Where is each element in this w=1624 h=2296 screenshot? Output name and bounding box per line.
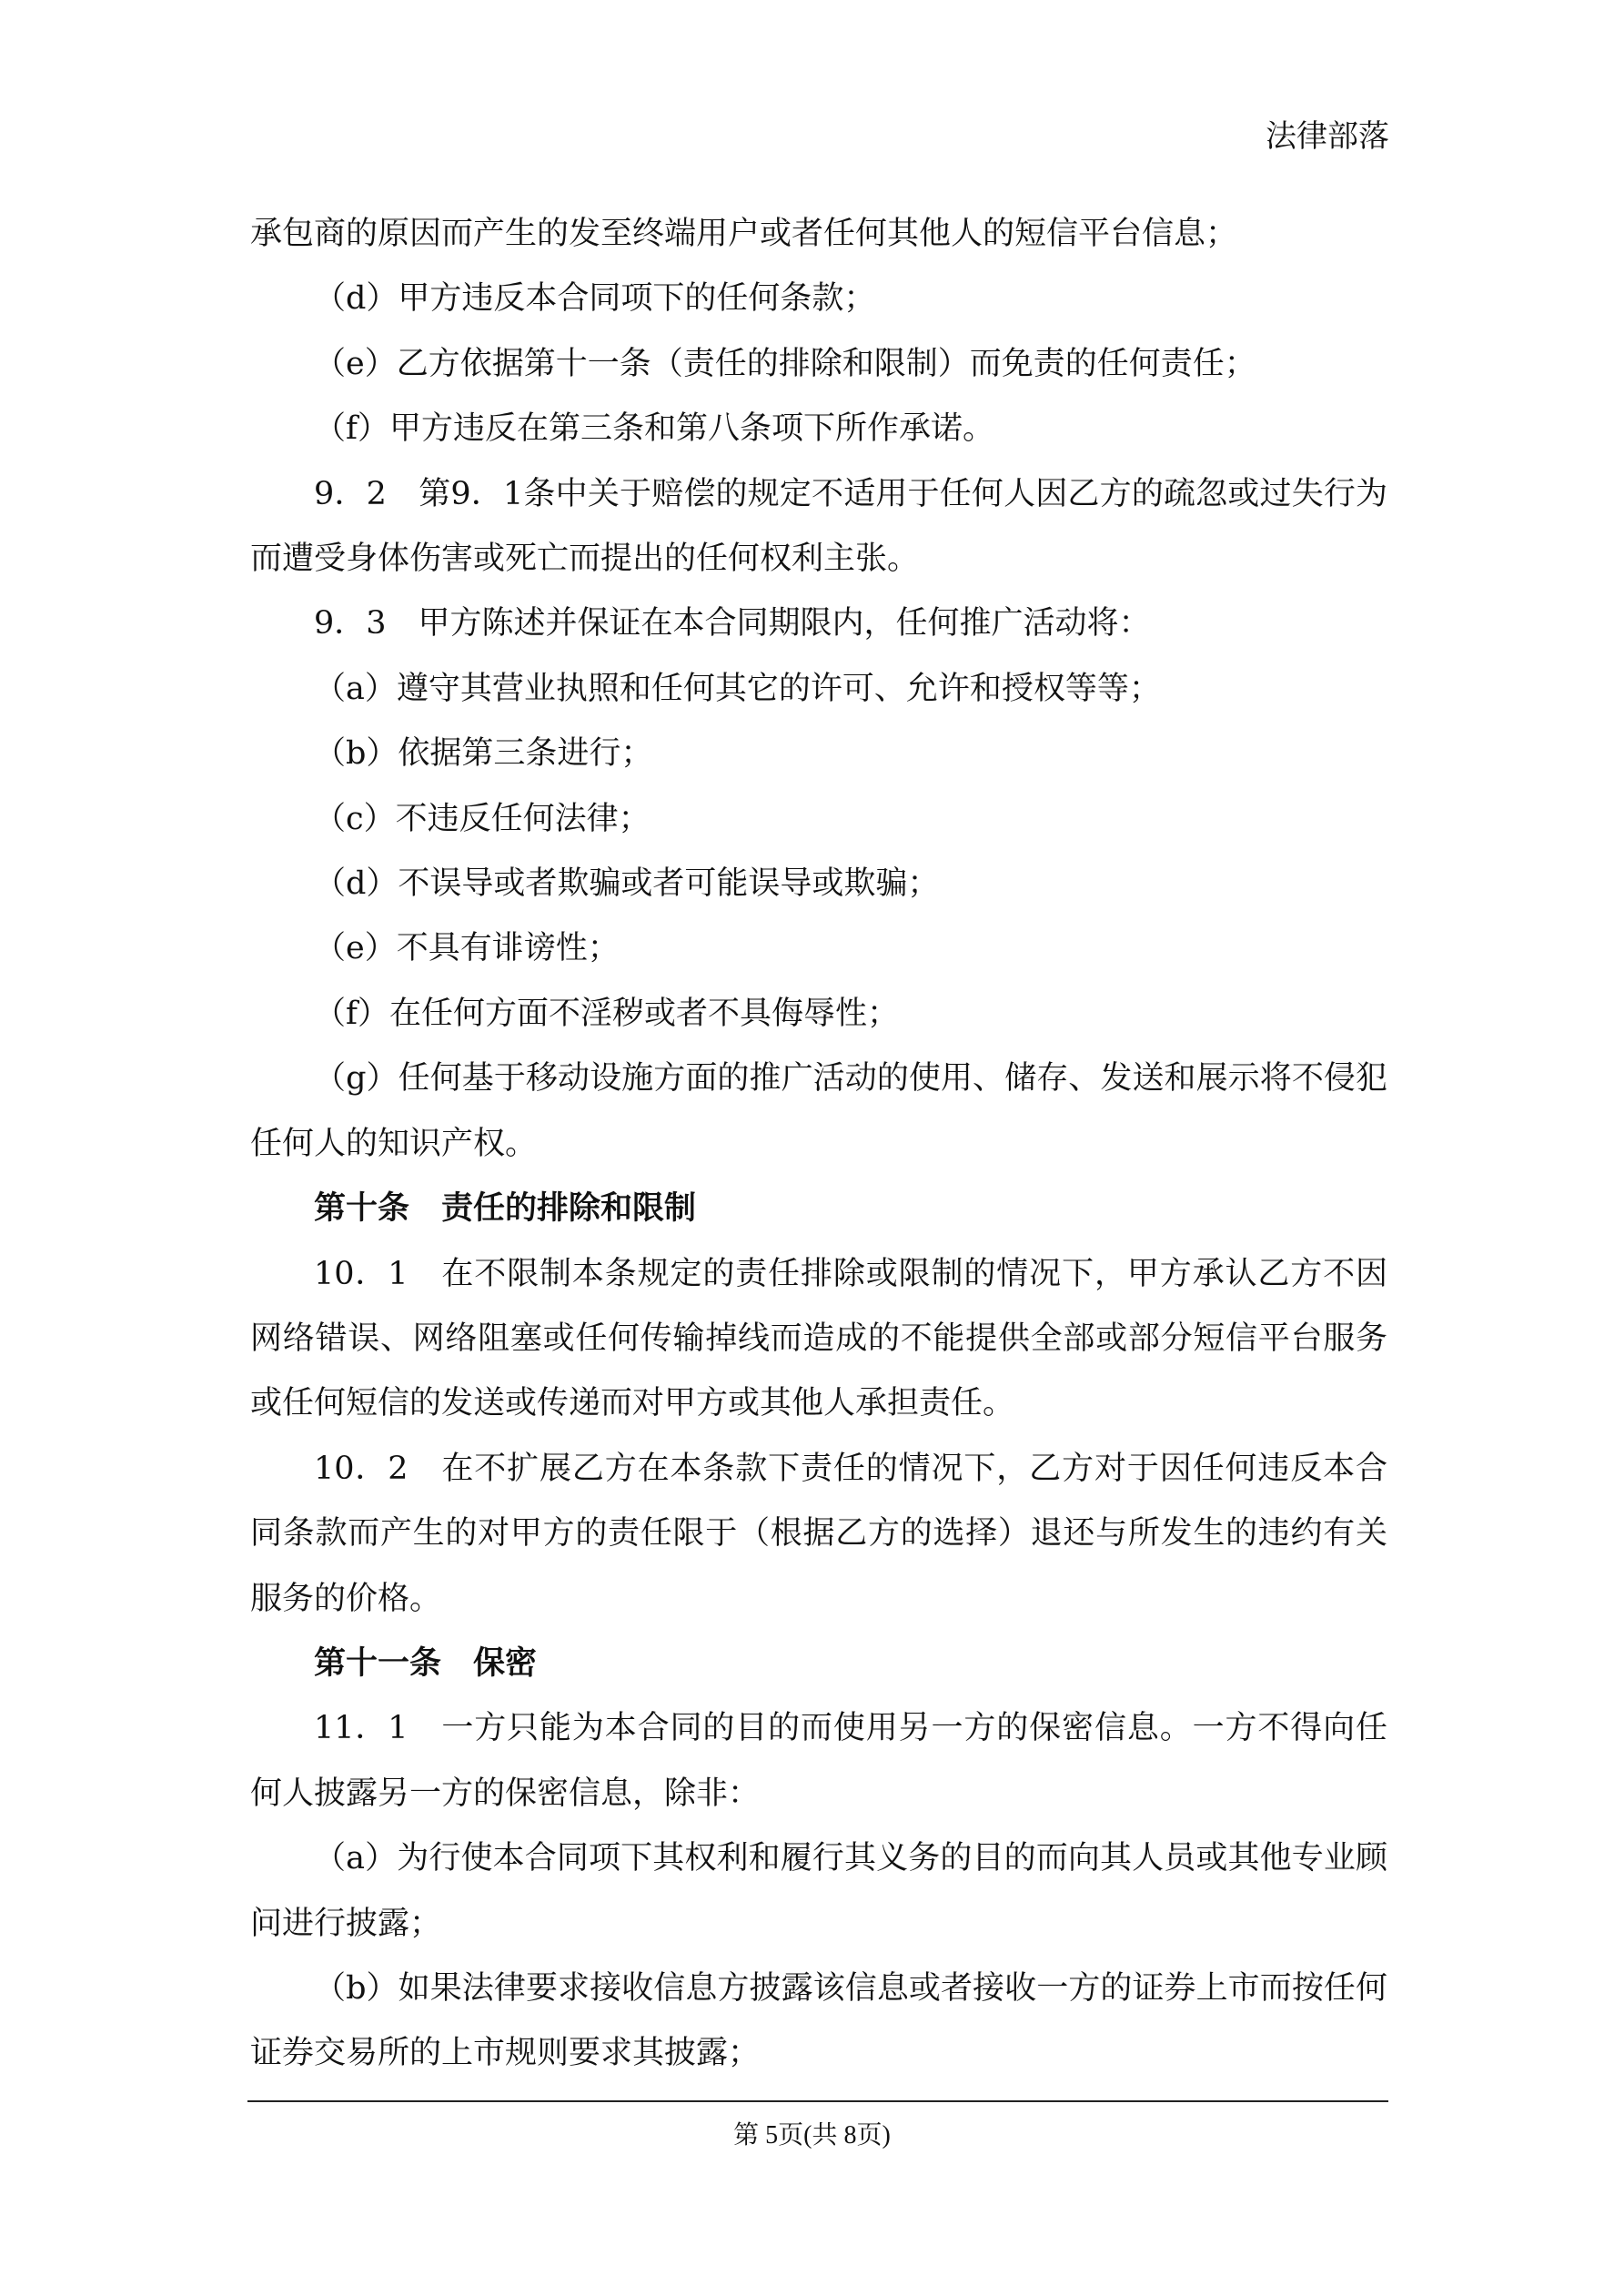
paragraph: （f）在任何方面不淫秽或者不具侮辱性； bbox=[314, 995, 899, 1032]
paragraph: （b）依据第三条进行； bbox=[314, 735, 653, 773]
page-header: 法律部落 bbox=[1266, 118, 1389, 155]
paragraph: 9．3 甲方陈述并保证在本合同期限内，任何推广活动将： bbox=[314, 605, 1151, 642]
paragraph: （e）乙方依据第十一条（责任的排除和限制）而免责的任何责任； bbox=[314, 345, 1256, 382]
paragraph: （d）甲方违反本合同项下的任何条款； bbox=[314, 280, 876, 318]
section-heading: 第十条 责任的排除和限制 bbox=[314, 1190, 697, 1228]
paragraph: 承包商的原因而产生的发至终端用户或者任何其他人的短信平台信息； bbox=[250, 216, 1238, 252]
paragraph: 10．1 在不限制本条规定的责任排除或限制的情况下，甲方承认乙方不因网络错误、网络阻塞或任何传输掉线而造成的不能提供全部或部分短信平台服务或任何短信的发送或传递而对甲方或其他人承担责任。 bbox=[250, 1255, 1387, 1422]
paragraph: 9．2 第9．1条中关于赔偿的规定不适用于任何人因乙方的疏忽或过失行为而遭受身体伤害或死亡而提出的任何权利主张。 bbox=[250, 475, 1387, 578]
section-heading: 第十一条 保密 bbox=[314, 1644, 538, 1682]
paragraph: 10．2 在不扩展乙方在本条款下责任的情况下，乙方对于因任何违反本合同条款而产生的对甲方的责任限于（根据乙方的选择）退还与所发生的违约有关服务的价格。 bbox=[250, 1450, 1387, 1617]
paragraph: （f）甲方违反在第三条和第八条项下所作承诺。 bbox=[314, 410, 994, 448]
page-number: 第 5页(共 8页) bbox=[733, 2121, 891, 2149]
footer-divider bbox=[247, 2100, 1388, 2102]
document-body bbox=[250, 202, 1387, 2087]
paragraph: （g）任何基于移动设施方面的推广活动的使用、储存、发送和展示将不侵犯任何人的知识产权。 bbox=[250, 1060, 1387, 1162]
paragraph: （c）不违反任何法律； bbox=[314, 800, 651, 837]
paragraph: （a）遵守其营业执照和任何其它的许可、允许和授权等等； bbox=[314, 670, 1161, 707]
paragraph: 11．1 一方只能为本合同的目的而使用另一方的保密信息。一方不得向任何人披露另一方的保密信息，除非： bbox=[250, 1710, 1387, 1812]
paragraph: （e）不具有诽谤性； bbox=[314, 930, 620, 967]
paragraph: （a）为行使本合同项下其权利和履行其义务的目的而向其人员或其他专业顾问进行披露； bbox=[250, 1840, 1387, 1942]
paragraph: （b）如果法律要求接收信息方披露该信息或者接收一方的证券上市而按任何证券交易所的上市规则要求其披露； bbox=[250, 1969, 1387, 2072]
paragraph: （d）不误导或者欺骗或者可能误导或欺骗； bbox=[314, 865, 940, 903]
